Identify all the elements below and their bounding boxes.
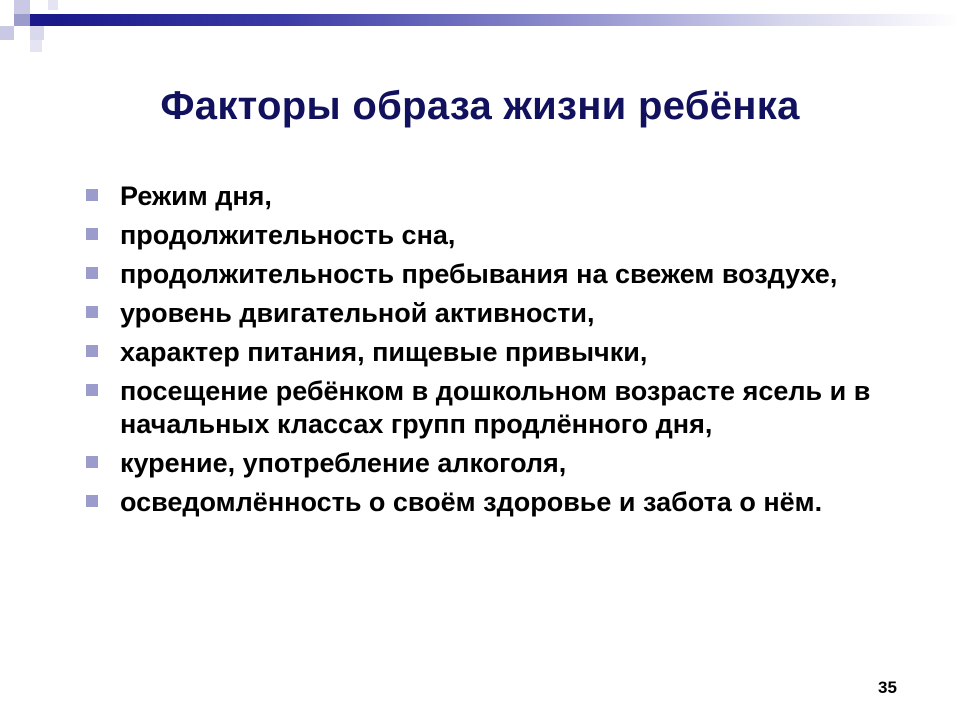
list-item-text: характер питания, пищевые привычки, — [120, 337, 648, 367]
bullet-list — [84, 180, 904, 525]
square-bullet-icon — [86, 189, 98, 201]
square-bullet-icon — [86, 345, 98, 357]
list-item — [84, 258, 904, 291]
slide-title: Факторы образа жизни ребёнка — [160, 84, 800, 128]
corner-decoration — [0, 0, 100, 60]
list-item — [84, 375, 904, 441]
list-item — [84, 219, 904, 252]
square-bullet-icon — [86, 306, 98, 318]
list-item-text: продолжительность пребывания на свежем воздухе, — [120, 259, 838, 289]
list-item-text: уровень двигательной активности, — [120, 298, 595, 328]
list-item-text: посещение ребёнком в дошкольном возрасте ясель и в начальных классах групп продлённого дня, — [120, 376, 871, 439]
square-bullet-icon — [86, 384, 98, 396]
square-bullet-icon — [86, 495, 98, 507]
square-bullet-icon — [86, 267, 98, 279]
square-bullet-icon — [86, 456, 98, 468]
list-item-text: курение, употребление алкоголя, — [120, 448, 567, 478]
list-item-text: продолжительность сна, — [120, 220, 456, 250]
header-gradient-bar — [58, 14, 960, 26]
square-bullet-icon — [86, 228, 98, 240]
list-item — [84, 447, 904, 480]
page-number: 35 — [878, 678, 897, 697]
list-item — [84, 486, 904, 519]
list-item — [84, 297, 904, 330]
list-item-text: Режим дня, — [120, 181, 272, 211]
list-item — [84, 180, 904, 213]
list-item-text: осведомлённость о своём здоровье и забота о нём. — [120, 487, 823, 517]
list-item — [84, 336, 904, 369]
